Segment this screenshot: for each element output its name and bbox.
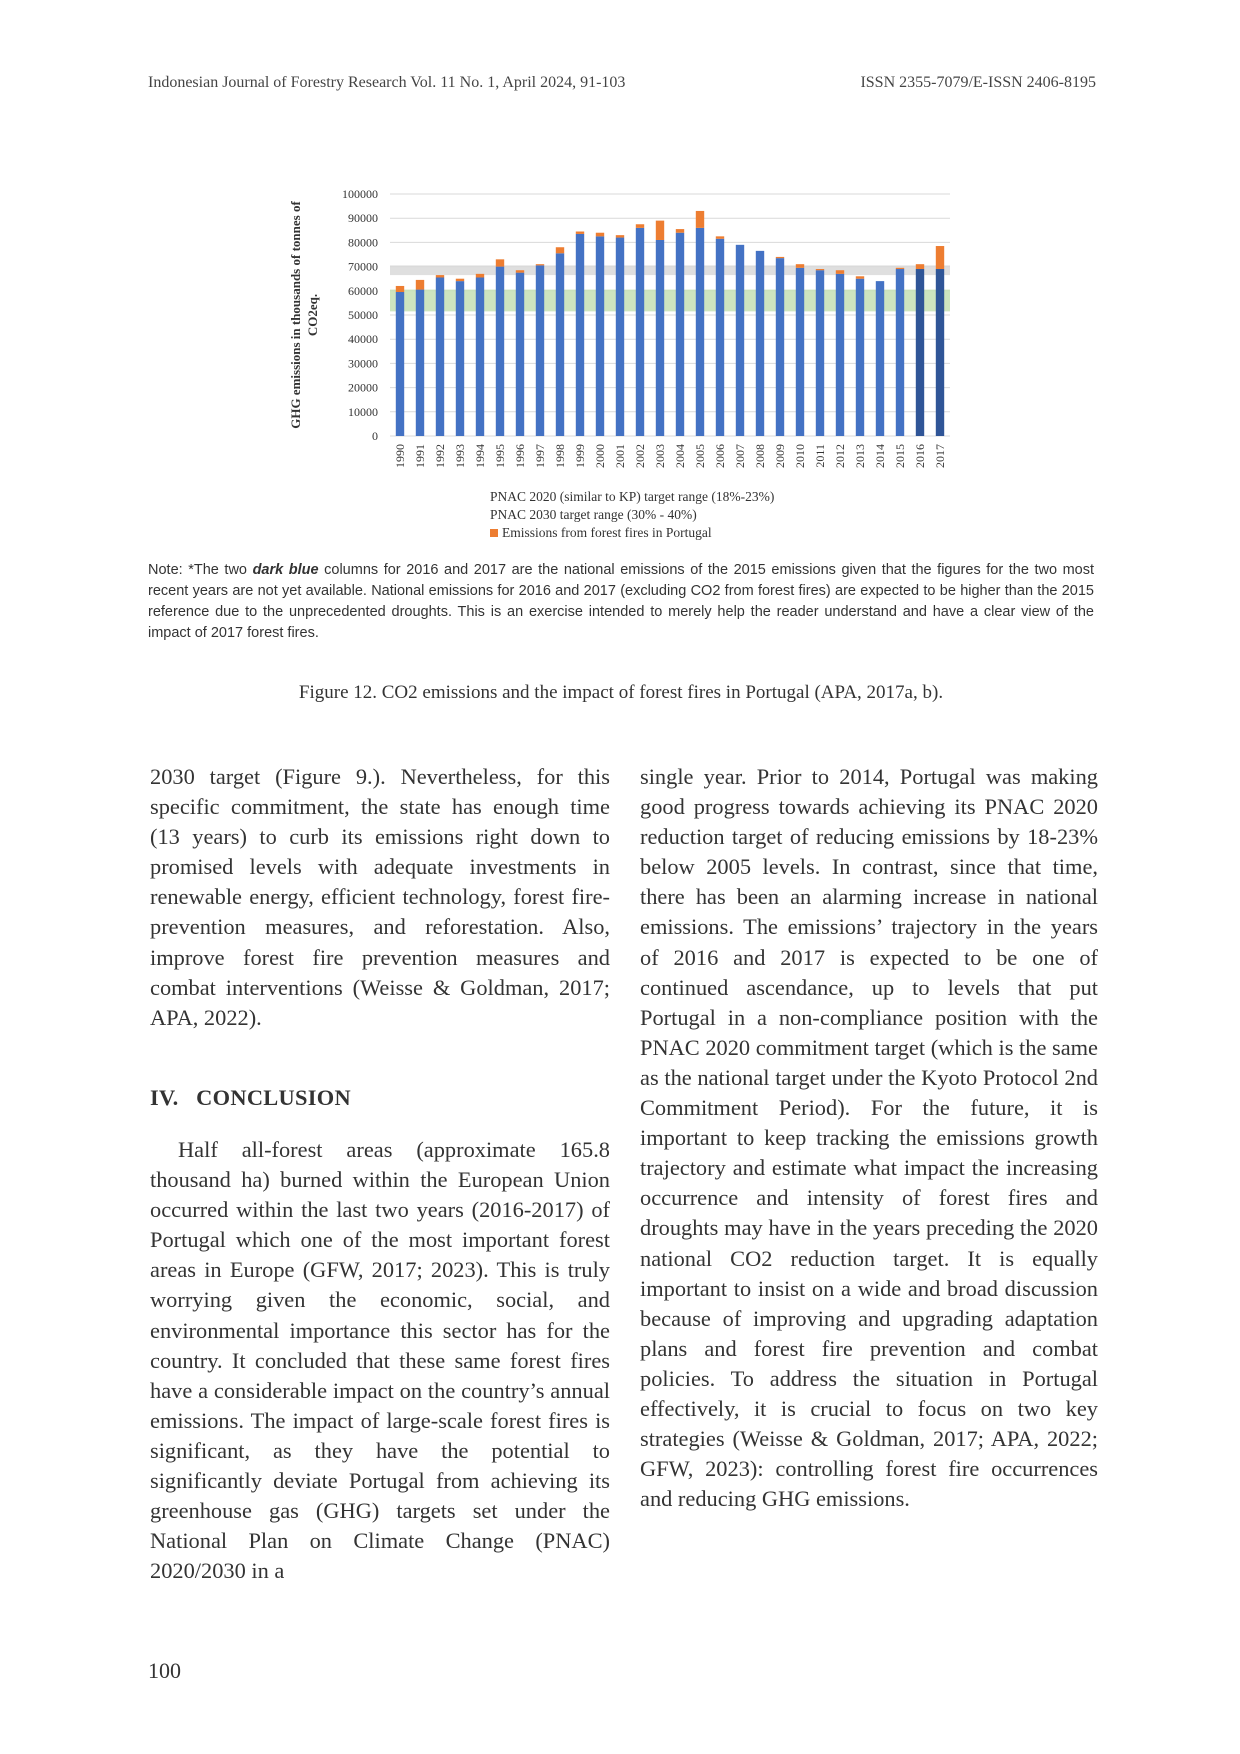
bar-national-1997 (536, 265, 544, 436)
figure-caption: Figure 12. CO2 emissions and the impact of forest fires in Portugal (APA, 2017a, b). (298, 682, 944, 703)
x-tick-label: 1991 (413, 444, 427, 468)
bar-forest-fire-1994 (476, 274, 484, 278)
issn: ISSN 2355-7079/E-ISSN 2406-8195 (860, 74, 1096, 91)
bar-national-2009 (776, 258, 784, 436)
bar-national-1992 (436, 277, 444, 436)
y-tick-label: 90000 (348, 211, 378, 226)
bar-national-2007 (736, 245, 744, 436)
bar-national-1993 (456, 281, 464, 436)
bar-national-2017 (936, 269, 944, 436)
bar-forest-fire-2004 (676, 229, 684, 233)
chart-legend (490, 488, 774, 542)
x-tick-label: 2000 (593, 444, 607, 468)
bar-forest-fire-2010 (796, 264, 804, 268)
y-tick-label: 70000 (348, 259, 378, 274)
x-tick-label: 1992 (433, 444, 447, 468)
note-prefix: Note: *The two (148, 562, 253, 578)
bar-national-2013 (856, 279, 864, 436)
legend-item-forest-fires (490, 524, 774, 542)
y-tick-label: 20000 (348, 380, 378, 395)
x-tick-label: 1999 (573, 444, 587, 468)
bar-national-2011 (816, 270, 824, 436)
chart-svg (270, 180, 990, 480)
bar-forest-fire-1991 (416, 280, 424, 290)
bar-forest-fire-1998 (556, 247, 564, 253)
x-tick-label: 2006 (713, 444, 727, 468)
bar-national-1995 (496, 267, 504, 436)
bar-forest-fire-2009 (776, 257, 784, 258)
bar-forest-fire-1999 (576, 232, 584, 234)
y-axis-title (288, 201, 320, 429)
bar-forest-fire-2016 (916, 264, 924, 269)
legend-label-forest-fires: Emissions from forest fires in Portugal (502, 525, 712, 540)
journal-citation: Indonesian Journal of Forestry Research Vol. 11 No. 1, April 2024, 91-103 (148, 74, 626, 91)
x-tick-label: 2014 (873, 444, 887, 468)
bar-national-2003 (656, 240, 664, 436)
bar-national-2000 (596, 236, 604, 436)
x-tick-label: 2007 (733, 444, 747, 468)
bar-forest-fire-2015 (896, 268, 904, 269)
bar-forest-fire-1990 (396, 286, 404, 292)
y-tick-label: 10000 (348, 404, 378, 419)
bar-forest-fire-1995 (496, 259, 504, 266)
y-axis-title-line-2: CO2eq. (305, 293, 320, 337)
bar-national-2008 (756, 251, 764, 436)
x-tick-label: 2017 (933, 444, 947, 468)
bar-national-2012 (836, 274, 844, 436)
bar-forest-fire-2000 (596, 233, 604, 237)
bar-national-2005 (696, 228, 704, 436)
bar-forest-fire-2002 (636, 224, 644, 228)
x-tick-label: 2010 (793, 444, 807, 468)
bar-forest-fire-2011 (816, 269, 824, 270)
x-tick-label: 1997 (533, 444, 547, 468)
right-column (640, 762, 1098, 1514)
bar-forest-fire-2013 (856, 276, 864, 278)
bar-national-2014 (876, 281, 884, 436)
bar-national-1996 (516, 273, 524, 436)
x-tick-label: 2016 (913, 444, 927, 468)
y-tick-label: 40000 (348, 332, 378, 347)
x-tick-label: 1993 (453, 444, 467, 468)
x-tick-label: 2012 (833, 444, 847, 468)
y-axis-title-line-1: GHG emissions in thousands of tonnes of (288, 201, 303, 429)
bar-forest-fire-2012 (836, 270, 844, 274)
page-number: 100 (148, 1658, 181, 1683)
bar-forest-fire-2005 (696, 211, 704, 228)
x-tick-label: 2009 (773, 444, 787, 468)
section-heading-conclusion: IV. CONCLUSION (150, 1084, 351, 1110)
legend-item-pnac2020 (490, 488, 774, 506)
x-tick-label: 2004 (673, 444, 687, 468)
bar-forest-fire-2017 (936, 246, 944, 269)
x-tick-label: 1994 (473, 444, 487, 468)
x-tick-label: 1990 (393, 444, 407, 468)
bar-national-1991 (416, 290, 424, 436)
legend-item-pnac2030 (490, 506, 774, 524)
bar-forest-fire-1993 (456, 279, 464, 281)
target-range-pnac2020 (390, 265, 950, 275)
legend-swatch-forest-fires (490, 529, 498, 537)
bar-forest-fire-1996 (516, 270, 524, 272)
y-tick-label: 60000 (348, 283, 378, 298)
bar-national-2002 (636, 228, 644, 436)
note-bold: dark blue (252, 562, 319, 578)
bar-national-1998 (556, 253, 564, 436)
x-tick-label: 1998 (553, 444, 567, 468)
x-tick-label: 2003 (653, 444, 667, 468)
left-paragraph-2: Half all-forest areas (approximate 165.8 thousand ha) burned within the European Union occurred within the last two years (2016-2017) of Portugal which one of the most important forest areas in Europe (GFW, 2017; 2023). This is truly worrying given the economic, social, and environmental importance this sector has for the country. It concluded that these same forest fires have a considerable impact on the country’s annual emissions. The impact of large-scale forest fires is significant, as they have the potential to significantly deviate Portugal from achieving its greenhouse gas (GHG) targets set under the National Plan on Climate Change (PNAC) 2020/2030 in a (150, 1136, 610, 1584)
bar-forest-fire-1992 (436, 275, 444, 277)
x-tick-label: 2005 (693, 444, 707, 468)
left-column (150, 762, 610, 1586)
x-tick-label: 1996 (513, 444, 527, 468)
x-tick-label: 2002 (633, 444, 647, 468)
bar-national-2006 (716, 239, 724, 436)
x-tick-label: 2011 (813, 444, 827, 468)
y-tick-label: 0 (372, 429, 378, 443)
bar-national-2016 (916, 269, 924, 436)
right-paragraph-1: single year. Prior to 2014, Portugal was making good progress towards achieving its PNAC 2020 reduction target of reducing emissions by 18-23% below 2005 levels. In contrast, since that time, there has been an alarming increase in national emissions. The emissions’ trajectory in the years of 2016 and 2017 is expected to be one of continued ascendance, up to levels that put Portugal in a non-compliance position with the PNAC 2020 commitment target (which is the same as the national target under the Kyoto Protocol 2nd Commitment Period). For the future, it is important to keep tracking the emissions growth trajectory and estimate what impact the increasing occurrence and intensity of forest fires and droughts may have in the years preceding the 2020 national CO2 reduction target. It is equally important to insist on a wide and broad discussion because of improving and upgrading adaptation plans and forest fire prevention and combat policies. To address the situation in Portugal effectively, it is crucial to focus on two key strategies (Weisse & Goldman, 2017; APA, 2022; GFW, 2023): controlling forest fire occurrences and reducing GHG emissions. (640, 764, 1098, 1512)
bar-national-2001 (616, 238, 624, 436)
bar-forest-fire-2006 (716, 236, 724, 238)
legend-label-pnac2020: PNAC 2020 (similar to KP) target range (18%-23%) (490, 489, 775, 504)
bar-national-1999 (576, 234, 584, 436)
bar-national-2015 (896, 269, 904, 436)
running-head (148, 74, 1096, 92)
y-tick-label: 80000 (348, 235, 378, 250)
bar-forest-fire-1997 (536, 264, 544, 265)
left-paragraph-1: 2030 target (Figure 9.). Nevertheless, for this specific commitment, the state has enough time (13 years) to curb its emissions right down to promised levels with adequate investments in renewable energy, efficient technology, forest fire-prevention measures, and reforestation. Also, improve forest fire prevention measures and combat interventions (Weisse & Goldman, 2017; APA, 2022). (150, 764, 610, 1030)
y-tick-label: 100000 (342, 187, 378, 201)
y-tick-label: 30000 (348, 356, 378, 371)
x-tick-label: 2001 (613, 444, 627, 468)
x-tick-label: 2008 (753, 444, 767, 468)
note-text: columns for 2016 and 2017 are the national emissions of the 2015 emissions given that the figures for the two most recent years are not yet available. National emissions for 2016 and 2017 (excluding CO2 from forest fires) are expected to be higher than the 2015 reference due to the unprecedented droughts. This is an exercise intended to merely help the reader understand and have a clear view of the impact of 2017 forest fires. (148, 562, 1095, 641)
y-tick-label: 50000 (348, 308, 378, 322)
figure-note (148, 560, 1094, 644)
target-range-pnac2030 (390, 290, 950, 312)
legend-label-pnac2030: PNAC 2030 target range (30% - 40%) (490, 507, 697, 522)
bar-national-1994 (476, 277, 484, 436)
bar-national-2004 (676, 233, 684, 436)
bar-forest-fire-2001 (616, 235, 624, 237)
bar-national-2010 (796, 268, 804, 436)
x-tick-label: 2015 (893, 444, 907, 468)
x-tick-label: 2013 (853, 444, 867, 468)
x-tick-label: 1995 (493, 444, 507, 468)
bar-forest-fire-2003 (656, 221, 664, 240)
bar-national-1990 (396, 292, 404, 436)
